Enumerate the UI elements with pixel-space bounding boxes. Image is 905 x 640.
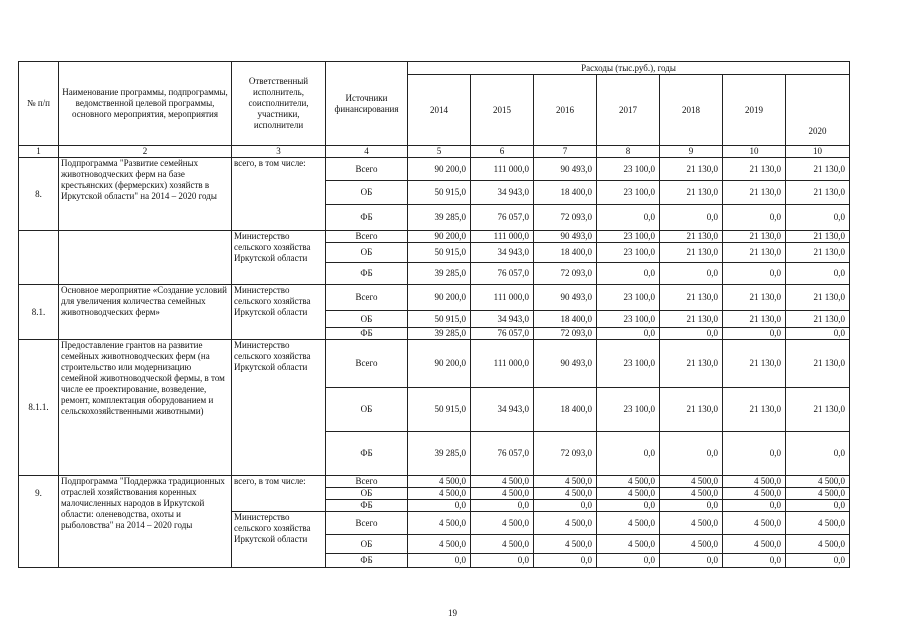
value-cell: 21 130,0: [723, 243, 786, 263]
responsible: Министерство сельского хозяйства Иркутской области: [232, 231, 326, 285]
value-cell: 21 130,0: [786, 181, 850, 205]
source-label: ФБ: [326, 554, 408, 568]
value-cell: 21 130,0: [723, 285, 786, 311]
source-label: Всего: [326, 285, 408, 311]
value-cell: 4 500,0: [723, 512, 786, 535]
column-number: 6: [471, 146, 534, 158]
value-cell: 0,0: [723, 500, 786, 512]
value-cell: 39 285,0: [408, 328, 471, 340]
value-cell: 0,0: [660, 205, 723, 231]
value-cell: 90 200,0: [408, 340, 471, 388]
value-cell: 4 500,0: [534, 476, 597, 488]
value-cell: 0,0: [660, 328, 723, 340]
value-cell: 21 130,0: [660, 285, 723, 311]
value-cell: 23 100,0: [597, 388, 660, 432]
row-811-total: [19, 340, 850, 388]
year-cell: 2018: [660, 75, 723, 146]
value-cell: 0,0: [786, 500, 850, 512]
source-label: ОБ: [326, 243, 408, 263]
row-8-total: [19, 158, 850, 181]
column-number: 10: [786, 146, 850, 158]
value-cell: 23 100,0: [597, 158, 660, 181]
header-name: Наименование программы, подпрограммы, ведомственной целевой программы, основного мероприятия, мероприятия: [59, 62, 232, 146]
value-cell: 0,0: [471, 500, 534, 512]
value-cell: 21 130,0: [723, 158, 786, 181]
value-cell: 111 000,0: [471, 231, 534, 243]
value-cell: 23 100,0: [597, 243, 660, 263]
value-cell: 0,0: [723, 205, 786, 231]
value-cell: 4 500,0: [660, 512, 723, 535]
value-cell: 0,0: [786, 263, 850, 285]
year-cell: 2019: [723, 75, 786, 146]
value-cell: 0,0: [723, 432, 786, 476]
program-name-empty: [59, 231, 232, 285]
value-cell: 21 130,0: [660, 181, 723, 205]
value-cell: 4 500,0: [471, 512, 534, 535]
value-cell: 4 500,0: [597, 476, 660, 488]
header-source: Источники финансирования: [326, 62, 408, 146]
source-label: ОБ: [326, 181, 408, 205]
value-cell: 90 493,0: [534, 340, 597, 388]
value-cell: 21 130,0: [660, 231, 723, 243]
value-cell: 4 500,0: [660, 488, 723, 500]
value-cell: 23 100,0: [597, 311, 660, 328]
value-cell: 90 200,0: [408, 158, 471, 181]
value-cell: 21 130,0: [723, 181, 786, 205]
value-cell: 0,0: [597, 432, 660, 476]
value-cell: 21 130,0: [786, 243, 850, 263]
value-cell: 21 130,0: [723, 311, 786, 328]
column-number: 1: [19, 146, 59, 158]
value-cell: 0,0: [597, 328, 660, 340]
row-9-total: [19, 476, 850, 488]
value-cell: 0,0: [597, 554, 660, 568]
value-cell: 76 057,0: [471, 432, 534, 476]
value-cell: 21 130,0: [786, 388, 850, 432]
numbering-row: [19, 146, 850, 158]
value-cell: 21 130,0: [786, 311, 850, 328]
value-cell: 23 100,0: [597, 231, 660, 243]
value-cell: 21 130,0: [786, 340, 850, 388]
value-cell: 18 400,0: [534, 388, 597, 432]
value-cell: 90 493,0: [534, 231, 597, 243]
value-cell: 4 500,0: [786, 535, 850, 554]
page-number: 19: [448, 608, 457, 618]
value-cell: 90 200,0: [408, 231, 471, 243]
value-cell: 4 500,0: [408, 512, 471, 535]
value-cell: 0,0: [660, 554, 723, 568]
value-cell: 23 100,0: [597, 181, 660, 205]
column-number: 2: [59, 146, 232, 158]
value-cell: 0,0: [408, 554, 471, 568]
header-no: № п/п: [19, 62, 59, 146]
year-cell: 2015: [471, 75, 534, 146]
row-number-empty: [19, 231, 59, 285]
responsible: Министерство сельского хозяйства Иркутской области: [232, 285, 326, 340]
row-number: 8.: [19, 158, 59, 231]
value-cell: 18 400,0: [534, 243, 597, 263]
header-expenses: Расходы (тыс.руб.), годы: [408, 62, 850, 75]
value-cell: 0,0: [660, 500, 723, 512]
value-cell: 72 093,0: [534, 263, 597, 285]
value-cell: 4 500,0: [660, 476, 723, 488]
row-number: 8.1.: [19, 285, 59, 340]
value-cell: 4 500,0: [723, 488, 786, 500]
value-cell: 4 500,0: [471, 476, 534, 488]
value-cell: 21 130,0: [723, 231, 786, 243]
value-cell: 0,0: [786, 205, 850, 231]
source-label: ФБ: [326, 328, 408, 340]
source-label: ФБ: [326, 263, 408, 285]
value-cell: 90 200,0: [408, 285, 471, 311]
value-cell: 34 943,0: [471, 243, 534, 263]
year-cell: 2014: [408, 75, 471, 146]
value-cell: 4 500,0: [597, 488, 660, 500]
value-cell: 76 057,0: [471, 263, 534, 285]
value-cell: 21 130,0: [786, 285, 850, 311]
row-8-ministry-total: [19, 231, 850, 243]
value-cell: 4 500,0: [723, 535, 786, 554]
value-cell: 21 130,0: [660, 243, 723, 263]
value-cell: 72 093,0: [534, 432, 597, 476]
value-cell: 21 130,0: [723, 340, 786, 388]
value-cell: 0,0: [660, 432, 723, 476]
header-responsible: Ответственный исполнитель, соисполнители, участники, исполнители: [232, 62, 326, 146]
value-cell: 34 943,0: [471, 311, 534, 328]
column-number: 4: [326, 146, 408, 158]
source-label: Всего: [326, 476, 408, 488]
value-cell: 21 130,0: [660, 340, 723, 388]
value-cell: 0,0: [534, 500, 597, 512]
value-cell: 0,0: [723, 263, 786, 285]
value-cell: 18 400,0: [534, 181, 597, 205]
value-cell: 50 915,0: [408, 243, 471, 263]
source-label: ФБ: [326, 205, 408, 231]
program-name: Подпрограмма "Поддержка традиционных отраслей хозяйствования коренных малочисленных народов в Иркутской области: оленеводства, охоты и рыболовства" на 2014 – 2020 годы: [59, 476, 232, 568]
value-cell: 0,0: [786, 554, 850, 568]
program-name: Основное мероприятие «Создание условий для увеличения количества семейных животноводческих ферм»: [59, 285, 232, 340]
value-cell: 0,0: [660, 263, 723, 285]
responsible: всего, в том числе:: [232, 158, 326, 231]
value-cell: 18 400,0: [534, 311, 597, 328]
value-cell: 0,0: [786, 432, 850, 476]
value-cell: 72 093,0: [534, 328, 597, 340]
column-number: 7: [534, 146, 597, 158]
value-cell: 21 130,0: [786, 158, 850, 181]
value-cell: 4 500,0: [534, 488, 597, 500]
source-label: Всего: [326, 231, 408, 243]
year-cell: 2020: [786, 75, 850, 146]
value-cell: 4 500,0: [408, 488, 471, 500]
value-cell: 90 493,0: [534, 158, 597, 181]
value-cell: 4 500,0: [471, 488, 534, 500]
value-cell: 50 915,0: [408, 181, 471, 205]
budget-table: [18, 61, 850, 568]
value-cell: 0,0: [597, 205, 660, 231]
value-cell: 4 500,0: [534, 535, 597, 554]
value-cell: 0,0: [408, 500, 471, 512]
value-cell: 0,0: [597, 263, 660, 285]
year-cell: 2017: [597, 75, 660, 146]
value-cell: 21 130,0: [660, 158, 723, 181]
source-label: ФБ: [326, 500, 408, 512]
source-label: ФБ: [326, 432, 408, 476]
responsible: всего, в том числе:: [232, 476, 326, 512]
value-cell: 111 000,0: [471, 340, 534, 388]
value-cell: 23 100,0: [597, 285, 660, 311]
value-cell: 76 057,0: [471, 328, 534, 340]
value-cell: 111 000,0: [471, 158, 534, 181]
value-cell: 4 500,0: [471, 535, 534, 554]
value-cell: 76 057,0: [471, 205, 534, 231]
row-81-total: [19, 285, 850, 311]
value-cell: 0,0: [597, 500, 660, 512]
column-number: 10: [723, 146, 786, 158]
value-cell: 50 915,0: [408, 311, 471, 328]
row-number: 9.: [19, 476, 59, 568]
value-cell: 34 943,0: [471, 388, 534, 432]
value-cell: 0,0: [786, 328, 850, 340]
value-cell: 4 500,0: [786, 476, 850, 488]
value-cell: 39 285,0: [408, 205, 471, 231]
value-cell: 4 500,0: [408, 535, 471, 554]
value-cell: 4 500,0: [660, 535, 723, 554]
value-cell: 4 500,0: [534, 512, 597, 535]
value-cell: 0,0: [723, 554, 786, 568]
value-cell: 39 285,0: [408, 432, 471, 476]
value-cell: 0,0: [471, 554, 534, 568]
value-cell: 4 500,0: [723, 476, 786, 488]
value-cell: 4 500,0: [597, 512, 660, 535]
source-label: ОБ: [326, 488, 408, 500]
value-cell: 4 500,0: [597, 535, 660, 554]
row-number: 8.1.1.: [19, 340, 59, 476]
year-cell: 2016: [534, 75, 597, 146]
value-cell: 23 100,0: [597, 340, 660, 388]
column-number: 9: [660, 146, 723, 158]
value-cell: 72 093,0: [534, 205, 597, 231]
column-number: 3: [232, 146, 326, 158]
value-cell: 21 130,0: [660, 388, 723, 432]
value-cell: 4 500,0: [786, 488, 850, 500]
value-cell: 0,0: [723, 328, 786, 340]
source-label: ОБ: [326, 535, 408, 554]
value-cell: 4 500,0: [786, 512, 850, 535]
value-cell: 0,0: [534, 554, 597, 568]
value-cell: 21 130,0: [723, 388, 786, 432]
responsible: Министерство сельского хозяйства Иркутской области: [232, 512, 326, 568]
source-label: Всего: [326, 158, 408, 181]
source-label: ОБ: [326, 311, 408, 328]
value-cell: 21 130,0: [786, 231, 850, 243]
responsible: Министерство сельского хозяйства Иркутской области: [232, 340, 326, 476]
value-cell: 34 943,0: [471, 181, 534, 205]
value-cell: 39 285,0: [408, 263, 471, 285]
source-label: Всего: [326, 340, 408, 388]
program-name: Подпрограмма "Развитие семейных животноводческих ферм на базе крестьянских (фермерских) хозяйств в Иркутской области" на 2014 – 2020 годы: [59, 158, 232, 231]
value-cell: 90 493,0: [534, 285, 597, 311]
source-label: Всего: [326, 512, 408, 535]
value-cell: 4 500,0: [408, 476, 471, 488]
column-number: 5: [408, 146, 471, 158]
header-row-1: [19, 62, 850, 75]
program-name: Предоставление грантов на развитие семейных животноводческих ферм (на строительство или модернизацию семейной животноводческой фермы, в том числе ее проектирование, возведение, ремонт, комплектация оборудованием и сельскохозяйственными животными): [59, 340, 232, 476]
source-label: ОБ: [326, 388, 408, 432]
value-cell: 111 000,0: [471, 285, 534, 311]
value-cell: 50 915,0: [408, 388, 471, 432]
column-number: 8: [597, 146, 660, 158]
value-cell: 21 130,0: [660, 311, 723, 328]
